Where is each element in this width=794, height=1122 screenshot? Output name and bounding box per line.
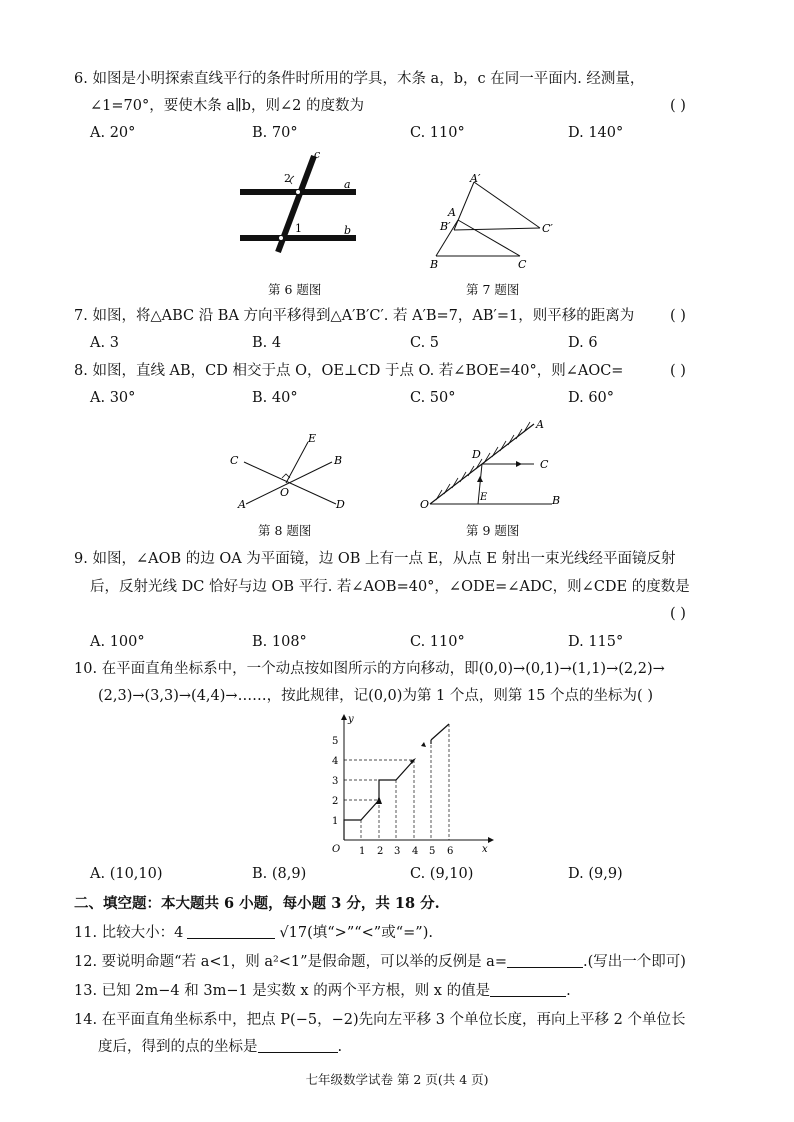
figure-9: [416, 414, 576, 514]
q13-answer-blank[interactable]: [490, 981, 566, 997]
fig8-label-O: O: [280, 486, 290, 499]
q6-option-a: A. 20°: [90, 125, 136, 141]
q14-text-c: .: [337, 1039, 343, 1055]
q9-text-line1: 9. 如图，∠AOB 的边 OA 为平面镜，边 OB 上有一点 E，从点 E 射出一束光线经平面镜反射: [74, 551, 676, 567]
fig6-label-1: 1: [295, 222, 302, 235]
fig10-label-x: x: [482, 844, 488, 855]
fig6-caption: 第 6 题图: [268, 282, 322, 297]
q6-text-line1: 6. 如图是小明探索直线平行的条件时所用的学具，木条 a，b，c 在同一平面内. 经测量，: [74, 71, 645, 87]
section2-title: 二、填空题：本大题共 6 小题，每小题 3 分，共 18 分.: [74, 895, 440, 912]
fig9-label-B: B: [552, 494, 561, 507]
q10-text-line2: (2,3)→(3,3)→(4,4)→……，按此规律，记(0,0)为第 1 个点，则第 15 个点的坐标为( ): [98, 688, 653, 704]
fig10-label-O: O: [332, 844, 341, 855]
fig6-label-a: a: [344, 178, 351, 191]
q10-option-b: B. (8,9): [252, 866, 307, 882]
fig9-label-C: C: [540, 458, 549, 471]
fig10-ytick-1: 1: [332, 816, 339, 827]
q11-answer-blank[interactable]: [187, 923, 275, 939]
fig9-label-D: D: [472, 448, 481, 461]
fig10-xtick-3: 3: [394, 846, 401, 857]
fig8-caption: 第 8 题图: [258, 523, 312, 538]
fig10-ytick-3: 3: [332, 776, 339, 787]
q8-option-d: D. 60°: [568, 390, 615, 406]
q6-option-d: D. 140°: [568, 125, 624, 141]
q7-option-c: C. 5: [410, 335, 440, 351]
figure-8: [224, 428, 354, 516]
fig7-label-A1: A′: [470, 172, 481, 185]
fig6-label-c: c: [314, 148, 321, 161]
q8-option-c: C. 50°: [410, 390, 456, 406]
fig6-label-b: b: [344, 224, 352, 237]
q7-option-b: B. 4: [252, 335, 282, 351]
q14-line2: [98, 1037, 342, 1057]
q12-text-b: .(写出一个即可): [582, 954, 686, 970]
q9-text-line2: 后，反射光线 DC 恰好与边 OB 平行. 若∠AOB=40°，∠ODE=∠ADC，则∠CDE 的度数是: [90, 579, 690, 595]
fig8-label-B: B: [334, 454, 343, 467]
fig10-xtick-4: 4: [412, 846, 419, 857]
q10-option-c: C. (9,10): [410, 866, 474, 882]
q12-line: [74, 952, 686, 972]
fig6-label-2: 2: [284, 172, 291, 185]
fig7-label-B1: B′: [440, 220, 451, 233]
q13-text-b: .: [566, 983, 571, 999]
q9-option-c: C. 110°: [410, 634, 465, 650]
q11-text-a: 11. 比较大小：4: [74, 925, 184, 941]
q6-option-b: B. 70°: [252, 125, 298, 141]
fig10-ytick-5: 5: [332, 736, 339, 747]
page-footer: 七年级数学试卷 第 2 页(共 4 页): [305, 1072, 489, 1087]
q12-text-a: 12. 要说明命题“若 a<1，则 a²<1”是假命题，可以举的反例是 a=: [74, 954, 507, 970]
q9-option-b: B. 108°: [252, 634, 307, 650]
q7-option-d: D. 6: [568, 335, 598, 351]
figure-7: [424, 170, 564, 270]
q10-option-a: A. (10,10): [90, 866, 163, 882]
q14-text-line1: 14. 在平面直角坐标系中，把点 P(−5，−2)先向左平移 3 个单位长度，再向上平移 2 个单位长: [74, 1012, 686, 1028]
fig7-caption: 第 7 题图: [466, 282, 520, 297]
figure-6: [232, 148, 362, 258]
q11-line: [74, 923, 433, 943]
q9-answer-paren: ( ): [670, 606, 686, 622]
fig8-label-A: A: [238, 498, 246, 511]
fig9-label-O: O: [420, 498, 430, 511]
q13-line: [74, 981, 571, 1001]
fig7-label-C1: C′: [542, 222, 553, 235]
q10-text-line1: 10. 在平面直角坐标系中，一个动点按如图所示的方向移动，即(0,0)→(0,1)→(1,1)→(2,2)→: [74, 661, 665, 677]
fig9-caption: 第 9 题图: [466, 523, 520, 538]
q10-option-d: D. (9,9): [568, 866, 623, 882]
fig10-ytick-4: 4: [332, 756, 339, 767]
q8-answer-paren: ( ): [670, 363, 686, 379]
q6-answer-paren: ( ): [670, 98, 686, 114]
fig7-label-C: C: [518, 258, 527, 270]
q11-sqrt: √17: [279, 925, 308, 941]
q6-option-c: C. 110°: [410, 125, 465, 141]
q8-text-line1: 8. 如图，直线 AB，CD 相交于点 O，OE⊥CD 于点 O. 若∠BOE=40°，则∠AOC=: [74, 363, 624, 379]
fig10-xtick-2: 2: [377, 846, 384, 857]
q7-option-a: A. 3: [90, 335, 119, 351]
q7-text-line1: 7. 如图，将△ABC 沿 BA 方向平移得到△A′B′C′. 若 A′B=7，AB′=1，则平移的距离为: [74, 308, 635, 324]
q9-option-a: A. 100°: [90, 634, 145, 650]
q9-option-d: D. 115°: [568, 634, 624, 650]
fig10-label-y: y: [348, 714, 354, 725]
q8-option-a: A. 30°: [90, 390, 136, 406]
fig10-dashed-guides: [344, 724, 449, 840]
q13-text-a: 13. 已知 2m−4 和 3m−1 是实数 x 的两个平方根，则 x 的值是: [74, 983, 491, 999]
fig8-label-E: E: [308, 432, 317, 445]
q14-text-b: 度后，得到的点的坐标是: [98, 1039, 258, 1055]
fig10-xtick-5: 5: [429, 846, 436, 857]
fig7-label-B: B: [430, 258, 439, 270]
q11-text-c: (填“>”“<”或“=”).: [307, 925, 433, 941]
fig9-label-E: E: [480, 492, 488, 503]
fig8-label-D: D: [336, 498, 345, 511]
fig7-label-A: A: [448, 206, 456, 219]
q6-text-line2: ∠1=70°，要使木条 a∥b，则∠2 的度数为: [90, 98, 364, 114]
fig9-label-A: A: [536, 418, 544, 431]
fig8-label-C: C: [230, 454, 239, 467]
figure-10: [326, 712, 496, 860]
q7-answer-paren: ( ): [670, 308, 686, 324]
q12-answer-blank[interactable]: [507, 952, 583, 968]
fig10-path-2: [431, 724, 449, 740]
fig10-ytick-2: 2: [332, 796, 339, 807]
q8-option-b: B. 40°: [252, 390, 298, 406]
fig10-xtick-1: 1: [359, 846, 366, 857]
fig10-xtick-6: 6: [447, 846, 454, 857]
q14-answer-blank[interactable]: [258, 1037, 338, 1053]
